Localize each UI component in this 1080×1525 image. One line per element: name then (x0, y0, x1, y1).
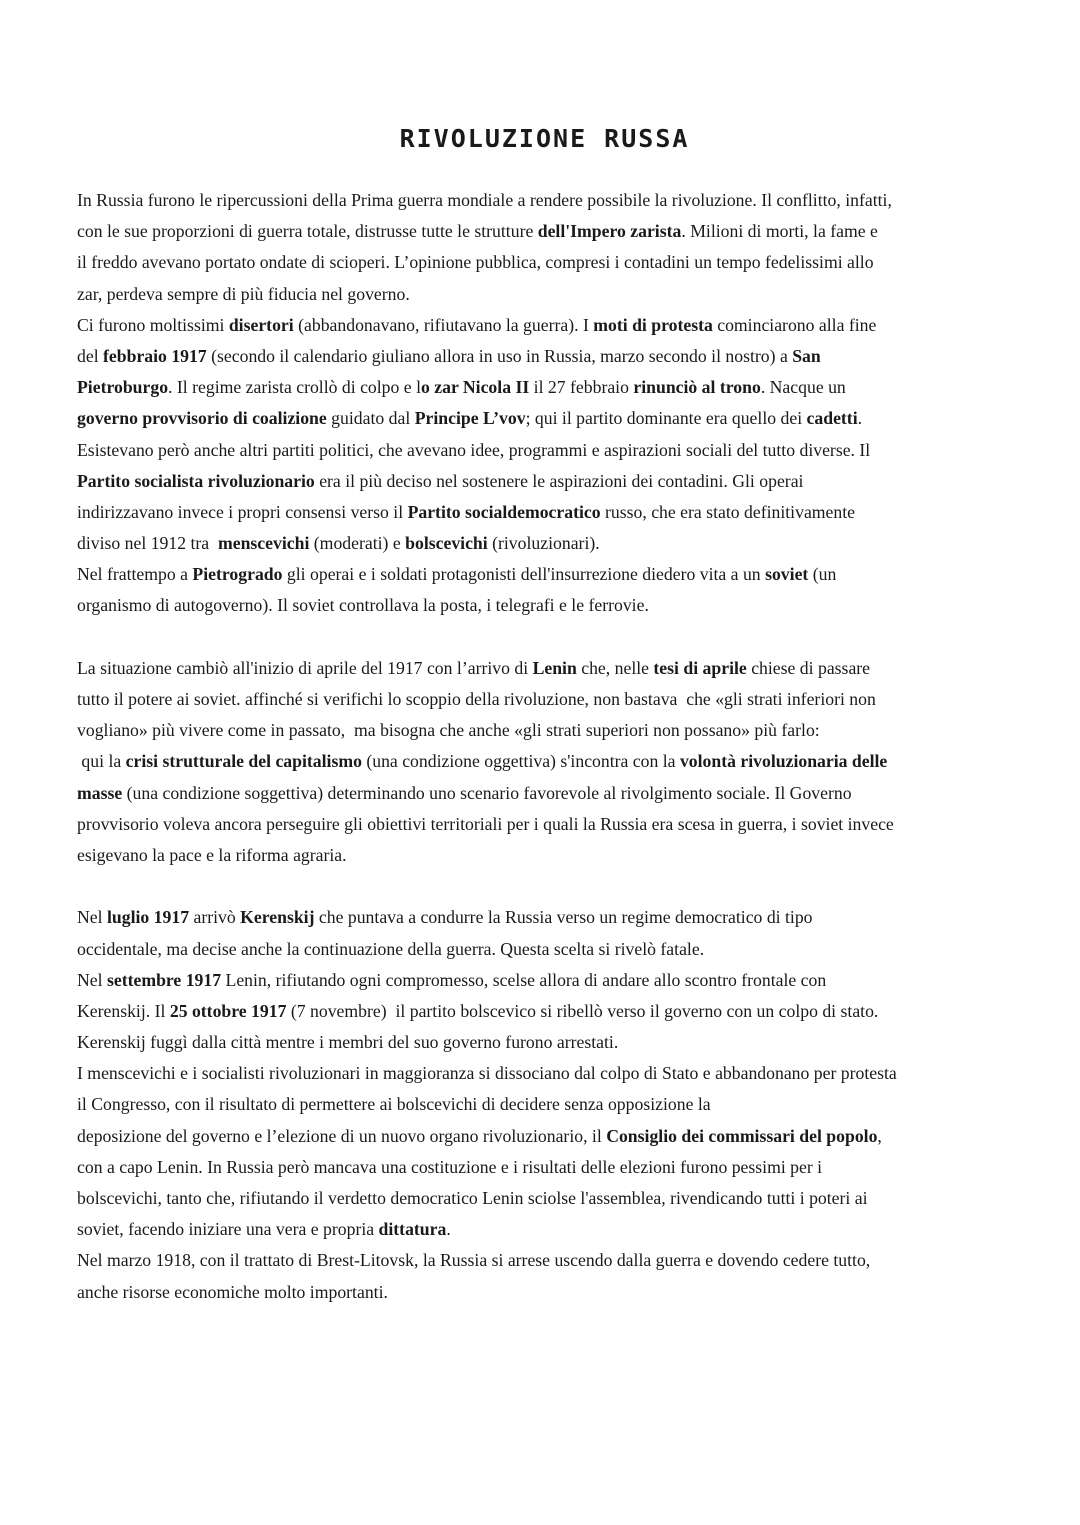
text-line (77, 965, 1022, 996)
text-run: (secondo il calendario giuliano allora in uso in Russia, marzo secondo il nostro) a (206, 345, 793, 366)
text-run: Kerenskij. Il (77, 1000, 170, 1021)
text-line (77, 310, 1022, 341)
document-body (77, 185, 1022, 1308)
text-line (77, 778, 1022, 809)
text-run: (moderati) e (309, 533, 406, 554)
bold-run: volontà rivoluzionaria delle (679, 751, 888, 772)
text-run: con a capo Lenin. In Russia però mancava una costituzione e i risultati delle elezioni furono pessimi per i (77, 1156, 823, 1177)
text-run: . (857, 408, 863, 429)
text-run: Nel (77, 907, 107, 928)
text-run: Kerenskij fuggì dalla città mentre i membri del suo governo furono arrestati. (77, 1032, 619, 1053)
bold-run: rinunciò al trono (633, 377, 761, 398)
text-run: vogliano» più vivere come in passato, ma bisogna che anche «gli strati superiori non possano» più farlo: (77, 720, 820, 741)
text-line (77, 1183, 1022, 1214)
bold-run: Lenin (532, 657, 577, 678)
text-line (77, 216, 1022, 247)
text-run: il freddo avevano portato ondate di scioperi. L’opinione pubblica, compresi i contadini un tempo fedelissimi allo (77, 252, 874, 273)
text-run: diviso nel 1912 tra (77, 533, 218, 554)
bold-run: Partito socialista rivoluzionario (77, 470, 315, 491)
text-run: il 27 febbraio (529, 377, 634, 398)
text-line (77, 1058, 1022, 1089)
text-run: . Nacque un (760, 377, 846, 398)
text-run: il Congresso, con il risultato di permettere ai bolscevichi di decidere senza opposizione la (77, 1094, 711, 1115)
text-run: era il più deciso nel sostenere le aspirazioni dei contadini. Gli operai (314, 470, 804, 491)
text-run: con le sue proporzioni di guerra totale, distrusse tutte le strutture (77, 221, 538, 242)
bold-run: Pietrogrado (192, 564, 283, 585)
text-run: zar, perdeva sempre di più fiducia nel governo. (77, 283, 410, 304)
text-run: In Russia furono le ripercussioni della Prima guerra mondiale a rendere possibile la rivoluzione. Il conflitto, infatti, (77, 190, 892, 210)
text-run: Nel marzo 1918, con il trattato di Brest-Litovsk, la Russia si arrese uscendo dalla guerra e dovendo cedere tutto, (77, 1250, 871, 1271)
bold-run: governo provvisorio di coalizione (77, 408, 327, 429)
text-run: organismo di autogoverno). Il soviet controllava la posta, i telegrafi e le ferrovie. (77, 595, 649, 616)
text-run: (abbandonavano, rifiutavano la guerra). I (293, 314, 594, 335)
text-block (77, 185, 1022, 622)
text-line (77, 1121, 1022, 1152)
bold-run: moti di protesta (593, 314, 713, 335)
text-run: . (446, 1219, 451, 1240)
text-run: (un (808, 564, 837, 585)
bold-run: Pietroburgo (77, 377, 169, 398)
text-line (77, 840, 1022, 871)
bold-run: crisi strutturale del capitalismo (125, 751, 362, 772)
text-line (77, 1089, 1022, 1120)
text-block (77, 653, 1022, 871)
text-line (77, 1214, 1022, 1245)
text-run: arrivò (189, 907, 241, 928)
text-run: tutto il potere ai soviet. affinché si verifichi lo scoppio della rivoluzione, non bastava che «gli strati inferiori non (77, 689, 876, 709)
text-run: (7 novembre) il partito bolscevico si ribellò verso il governo con un colpo di stato. (286, 1000, 879, 1021)
bold-run: Principe L’vov (414, 408, 526, 429)
text-run: ; qui il partito dominante era quello dei (525, 408, 807, 429)
text-run: (una condizione soggettiva) determinando uno scenario favorevole al rivolgimento sociale. Il Governo (122, 782, 852, 803)
text-line (77, 497, 1022, 528)
text-line (77, 247, 1022, 278)
text-run: chiese di passare (746, 657, 871, 678)
bold-run: luglio 1917 (106, 907, 190, 928)
text-run: bolscevichi, tanto che, rifiutando il verdetto democratico Lenin sciolse l'assemblea, rivendicando tutti i poteri ai (77, 1188, 868, 1208)
text-run: che puntava a condurre la Russia verso un regime democratico di tipo (314, 907, 813, 928)
text-run: qui la (77, 751, 126, 772)
text-run: del (77, 345, 104, 366)
text-line (77, 715, 1022, 746)
bold-run: Partito socialdemocratico (407, 501, 601, 522)
bold-run: disertori (228, 314, 294, 335)
text-run: guidato dal (326, 408, 415, 429)
bold-run: dell'Impero zarista (537, 221, 682, 242)
text-line (77, 1245, 1022, 1276)
text-run: cominciarono alla fine (712, 314, 877, 335)
text-line (77, 902, 1022, 933)
text-run: La situazione cambiò all'inizio di aprile del 1917 con l’arrivo di (77, 657, 533, 678)
text-run: gli operai e i soldati protagonisti dell'insurrezione diedero vita a un (282, 564, 766, 585)
text-run: (una condizione oggettiva) s'incontra con la (361, 751, 680, 772)
text-run: Lenin, rifiutando ogni compromesso, scelse allora di andare allo scontro frontale con (221, 969, 827, 990)
bold-run: soviet (765, 564, 809, 585)
text-run: occidentale, ma decise anche la continuazione della guerra. Questa scelta si rivelò fatale. (77, 938, 705, 959)
text-line (77, 528, 1022, 559)
text-run: I menscevichi e i socialisti rivoluzionari in maggioranza si dissociano dal colpo di Stato e abbandonano per protesta (77, 1063, 897, 1084)
text-line (77, 185, 1022, 216)
text-run: (rivoluzionari). (487, 533, 600, 554)
bold-run: Kerenskij (240, 907, 315, 928)
text-run: . Milioni di morti, la fame e (681, 221, 878, 242)
text-line (77, 1152, 1022, 1183)
text-line (77, 559, 1022, 590)
text-run: esigevano la pace e la riforma agraria. (77, 844, 347, 865)
text-line (77, 746, 1022, 777)
text-block (77, 902, 1022, 1307)
text-run: russo, che era stato definitivamente (600, 501, 856, 522)
text-line (77, 996, 1022, 1027)
bold-run: menscevichi (218, 533, 310, 554)
bold-run: o zar Nicola II (420, 377, 530, 398)
text-run: che, nelle (576, 657, 654, 678)
text-run: deposizione del governo e l’elezione di un nuovo organo rivoluzionario, il (77, 1125, 607, 1146)
text-run: provvisorio voleva ancora perseguire gli obiettivi territoriali per i quali la Russia era scesa in guerra, i soviet invece (77, 813, 894, 834)
bold-run: dittatura (378, 1219, 447, 1240)
text-run: anche risorse economiche molto importanti. (77, 1281, 388, 1302)
text-line (77, 590, 1022, 621)
text-run: soviet, facendo iniziare una vera e propria (77, 1219, 379, 1240)
text-run: Nel frattempo a (77, 564, 193, 585)
text-run: Esistevano però anche altri partiti politici, che avevano idee, programmi e aspirazioni sociali del tutto diverse. Il (77, 439, 871, 460)
bold-run: cadetti (806, 408, 858, 429)
text-run: indirizzavano invece i propri consensi verso il (77, 501, 408, 522)
bold-run: 25 ottobre 1917 (169, 1000, 287, 1021)
text-line (77, 466, 1022, 497)
text-line (77, 279, 1022, 310)
text-line (77, 341, 1022, 372)
text-line (77, 653, 1022, 684)
text-line (77, 372, 1022, 403)
text-line (77, 1027, 1022, 1058)
bold-run: tesi di aprile (653, 657, 747, 678)
text-run: , (877, 1125, 882, 1146)
text-line (77, 684, 1022, 715)
bold-run: San (792, 345, 821, 366)
text-line (77, 435, 1022, 466)
document-title: RIVOLUZIONE RUSSA (399, 124, 690, 153)
text-run: Ci furono moltissimi (77, 314, 229, 335)
text-line (77, 809, 1022, 840)
text-line (77, 403, 1022, 434)
bold-run: bolscevichi (405, 533, 488, 554)
bold-run: settembre 1917 (106, 969, 222, 990)
text-line (77, 934, 1022, 965)
text-run: Nel (77, 969, 107, 990)
text-run: . Il regime zarista crollò di colpo e l (168, 377, 421, 398)
bold-run: Consiglio dei commissari del popolo (606, 1125, 878, 1146)
bold-run: masse (77, 782, 123, 803)
text-line (77, 1277, 1022, 1308)
bold-run: febbraio 1917 (103, 345, 207, 366)
